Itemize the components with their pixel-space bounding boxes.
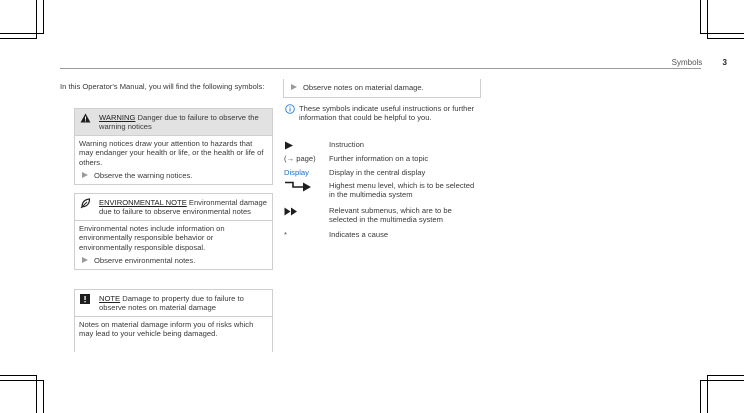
environmental-body: [75, 220, 272, 270]
symbol-desc: Highest menu level, which is to be selected in the multimedia system: [329, 181, 475, 200]
environmental-step-text: Observe environmental notes.: [94, 256, 196, 266]
warning-body: [75, 135, 272, 185]
warning-step-text: Observe the warning notices.: [94, 171, 193, 181]
symbol-row: [284, 181, 475, 200]
note-step: [288, 83, 480, 92]
symbol-desc: Display in the central display: [329, 168, 426, 177]
note-keyword: NOTE: [99, 294, 121, 303]
section-title: Symbols: [671, 58, 703, 67]
symbol-row: [284, 168, 426, 177]
leaf-icon: [80, 198, 91, 209]
warning-triangle-icon: [80, 113, 91, 123]
step-arrow-icon: [82, 257, 88, 263]
info-text: These symbols indicate useful instructions or further information that could be helpful to you.: [299, 104, 475, 123]
symbol-label: *: [284, 230, 287, 239]
step-arrow-icon: [82, 172, 88, 178]
warning-step: [79, 171, 268, 180]
exclamation-square-icon: [80, 294, 90, 304]
note-text: Notes on material damage inform you of risks which may lead to your vehicle being damaged.: [79, 319, 254, 339]
header-rule: [60, 68, 701, 69]
note-continuation-box: [283, 79, 481, 98]
warning-heading: [75, 109, 272, 135]
note-title: Damage to property due to failure to observe notes on material damage: [99, 294, 244, 313]
environmental-box: [74, 193, 273, 270]
environmental-keyword: ENVIRONMENTAL NOTE: [99, 198, 187, 207]
environmental-heading: [75, 194, 272, 220]
menu-level-arrow-icon: [284, 181, 314, 193]
info-circle-icon: [285, 104, 295, 114]
instruction-arrow-icon: [284, 141, 294, 150]
warning-box: [74, 108, 273, 185]
info-paragraph: [285, 104, 480, 123]
symbol-desc: Relevant submenus, which are to be selected in the multimedia system: [329, 206, 452, 225]
step-arrow-icon: [291, 84, 297, 90]
symbol-desc: Indicates a cause: [329, 230, 389, 239]
note-body: [75, 316, 272, 343]
note-heading: [75, 290, 272, 316]
running-header: [672, 58, 727, 67]
warning-title: Danger due to failure to observe the warning notices: [99, 113, 259, 132]
symbol-desc: Further information on a topic: [329, 154, 429, 163]
environmental-step: [79, 256, 268, 265]
symbol-row: [284, 140, 365, 150]
symbol-row: [284, 154, 429, 163]
warning-text: Warning notices draw your attention to hazards that may endanger your health or life, or the health or life of others.: [79, 138, 264, 167]
page-number: 3: [722, 58, 727, 67]
environmental-title: Environmental damage due to failure to observe environmental notes: [99, 198, 267, 217]
symbol-row: [284, 230, 389, 239]
symbol-label: (→ page): [284, 154, 316, 163]
warning-keyword: WARNING: [99, 113, 136, 122]
environmental-text: Environmental notes include information on environmentally responsible behavior or environmentally responsible disposal.: [79, 223, 225, 252]
symbol-desc: Instruction: [329, 140, 365, 149]
symbol-label-display: Display: [284, 168, 309, 177]
note-box: [74, 289, 273, 352]
intro-text: In this Operator's Manual, you will find the following symbols:: [60, 82, 265, 91]
symbol-row: [284, 206, 452, 225]
note-step-text: Observe notes on material damage.: [303, 83, 424, 92]
submenu-arrow-icon: [284, 207, 298, 216]
